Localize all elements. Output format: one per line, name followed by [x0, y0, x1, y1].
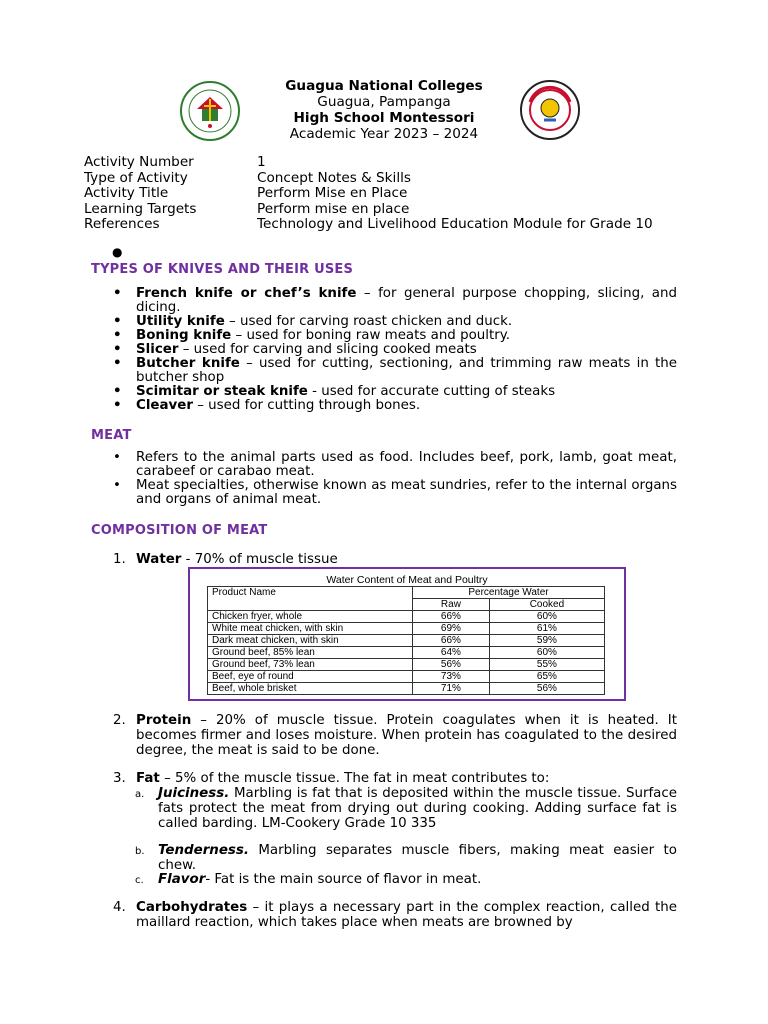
item-term: Slicer [136, 342, 179, 357]
item-desc: - 70% of muscle tissue [181, 552, 338, 567]
table-cell: 64% [413, 647, 490, 659]
table-cell: 56% [489, 683, 604, 695]
info-value: Perform mise en place [257, 200, 410, 217]
info-value: 1 [257, 154, 266, 170]
item-desc: – 20% of muscle tissue. Protein coagulates when it is heated. It becomes firmer and loses moisture. When protein has coagulated to the desired degree, the meat is said to be done. [136, 713, 677, 758]
table-row [208, 659, 605, 671]
item-term: French knife or chef’s knife [136, 286, 357, 301]
list-item [113, 343, 677, 357]
info-label: Type of Activity [84, 169, 188, 186]
item-desc: Marbling is fat that is deposited within the muscle tissue. Surface fats protect the meat from drying out during cooking. Adding surface fat is called barding. LM-Cookery Grade 10 335 [158, 786, 677, 831]
column-header: Product Name [208, 587, 413, 611]
info-label: Activity Number [84, 154, 194, 170]
list-item [113, 315, 677, 329]
table-cell: 59% [489, 635, 604, 647]
table-cell: Beef, eye of round [208, 671, 413, 683]
item-term: Juiciness. [158, 786, 230, 801]
list-item [113, 399, 677, 413]
document-header [200, 78, 568, 142]
list-item [113, 357, 677, 385]
montessori-seal-logo [520, 80, 580, 140]
table-cell: Chicken fryer, whole [208, 611, 413, 623]
sub-item-tenderness [135, 843, 677, 873]
table-cell: Dark meat chicken, with skin [208, 635, 413, 647]
numbered-item-fat [113, 771, 677, 786]
info-value: Perform Mise en Place [257, 185, 408, 201]
info-label: Activity Title [84, 185, 169, 201]
table-cell: 73% [413, 671, 490, 683]
table-cell: 65% [489, 671, 604, 683]
item-number: 2. [113, 713, 126, 728]
water-content-figure [188, 567, 626, 701]
info-value: Technology and Livelihood Education Module for Grade 10 [257, 216, 653, 232]
item-desc: – used for cutting through bones. [192, 398, 421, 413]
school-location: Guagua, Pampanga [317, 94, 451, 110]
item-term: Tenderness. [158, 843, 249, 858]
item-term: Carbohydrates [136, 900, 248, 915]
numbered-item-water [113, 552, 677, 567]
table-cell: Beef, whole brisket [208, 683, 413, 695]
section-heading-meat: MEAT [91, 428, 132, 443]
empty-bullet: ● [112, 245, 123, 259]
list-item: • Refers to the animal parts used as food. Includes beef, pork, lamb, goat meat, carabeef or carabao meat. [113, 451, 677, 479]
table-row [208, 671, 605, 683]
sub-item-flavor [135, 872, 677, 887]
item-desc: – for general purpose chopping, slicing, and dicing. [136, 286, 677, 315]
info-row [84, 202, 684, 218]
school-name: Guagua National Colleges [285, 78, 483, 94]
table-cell: 66% [413, 635, 490, 647]
item-desc: – it plays a necessary part in the complex reaction, called the maillard reaction, which takes place when meats are browned by [136, 900, 677, 930]
info-row [84, 217, 684, 233]
table-cell: 55% [489, 659, 604, 671]
section-heading-knives: TYPES OF KNIVES AND THEIR USES [91, 262, 354, 277]
table-cell: 60% [489, 611, 604, 623]
table-header-row [208, 587, 605, 599]
item-letter: c. [135, 875, 144, 886]
list-item: • Meat specialties, otherwise known as meat sundries, refer to the internal organs and organs of animal meat. [113, 479, 677, 507]
figure-title: Water Content of Meat and Poultry [326, 574, 488, 586]
table-row [208, 611, 605, 623]
table-row [208, 623, 605, 635]
list-item [113, 385, 677, 399]
list-item [113, 329, 677, 343]
item-desc: – used for carving roast chicken and duck. [224, 314, 513, 329]
table-cell: Ground beef, 73% lean [208, 659, 413, 671]
item-term: Butcher knife [136, 356, 240, 371]
table-cell: 60% [489, 647, 604, 659]
item-term: Scimitar or steak knife [136, 384, 308, 399]
item-term: Cleaver [136, 398, 193, 413]
item-desc: – used for cutting, sectioning, and trimming raw meats in the butcher shop [136, 356, 677, 385]
sub-item-juiciness [135, 786, 677, 831]
table-cell: White meat chicken, with skin [208, 623, 413, 635]
item-number: 3. [113, 771, 126, 786]
table-cell: 69% [413, 623, 490, 635]
water-content-table [207, 586, 605, 695]
info-label: References [84, 216, 160, 232]
column-header: Percentage Water [413, 587, 605, 599]
numbered-item-carbohydrates [113, 900, 677, 930]
item-term: Water [136, 552, 182, 567]
item-number: 4. [113, 900, 126, 915]
table-cell: Ground beef, 85% lean [208, 647, 413, 659]
table-cell: 71% [413, 683, 490, 695]
info-value: Concept Notes & Skills [257, 169, 411, 186]
item-number: 1. [113, 552, 126, 567]
item-desc: Marbling separates muscle fibers, making meat easier to chew. [158, 843, 677, 873]
item-term: Utility knife [136, 314, 225, 329]
item-desc: – 5% of the muscle tissue. The fat in meat contributes to: [159, 771, 550, 786]
column-header: Cooked [489, 599, 604, 611]
info-row [84, 171, 684, 187]
item-term: Protein [136, 713, 192, 728]
item-desc: – used for carving and slicing cooked meats [178, 342, 477, 357]
info-row [84, 155, 684, 171]
item-desc: - used for accurate cutting of steaks [307, 384, 556, 399]
info-row [84, 186, 684, 202]
item-letter: b. [135, 846, 145, 857]
table-cell: 61% [489, 623, 604, 635]
item-letter: a. [135, 789, 145, 800]
table-row [208, 683, 605, 695]
table-cell: 56% [413, 659, 490, 671]
item-desc: – used for boning raw meats and poultry. [231, 328, 510, 343]
department-name: High School Montessori [293, 110, 475, 126]
item-term: Boning knife [136, 328, 232, 343]
academic-year: Academic Year 2023 – 2024 [289, 126, 479, 142]
table-row [208, 635, 605, 647]
column-header: Raw [413, 599, 490, 611]
table-cell: 66% [413, 611, 490, 623]
activity-info [84, 155, 684, 233]
table-row [208, 647, 605, 659]
info-label: Learning Targets [84, 200, 197, 217]
knives-list [113, 287, 677, 413]
numbered-item-protein [113, 713, 677, 758]
list-item [113, 287, 677, 315]
item-term: Flavor [158, 872, 206, 887]
item-term: Fat [136, 771, 160, 786]
item-desc: - Fat is the main source of flavor in meat. [205, 872, 482, 887]
section-heading-composition: COMPOSITION OF MEAT [91, 523, 268, 538]
meat-list [113, 451, 677, 507]
